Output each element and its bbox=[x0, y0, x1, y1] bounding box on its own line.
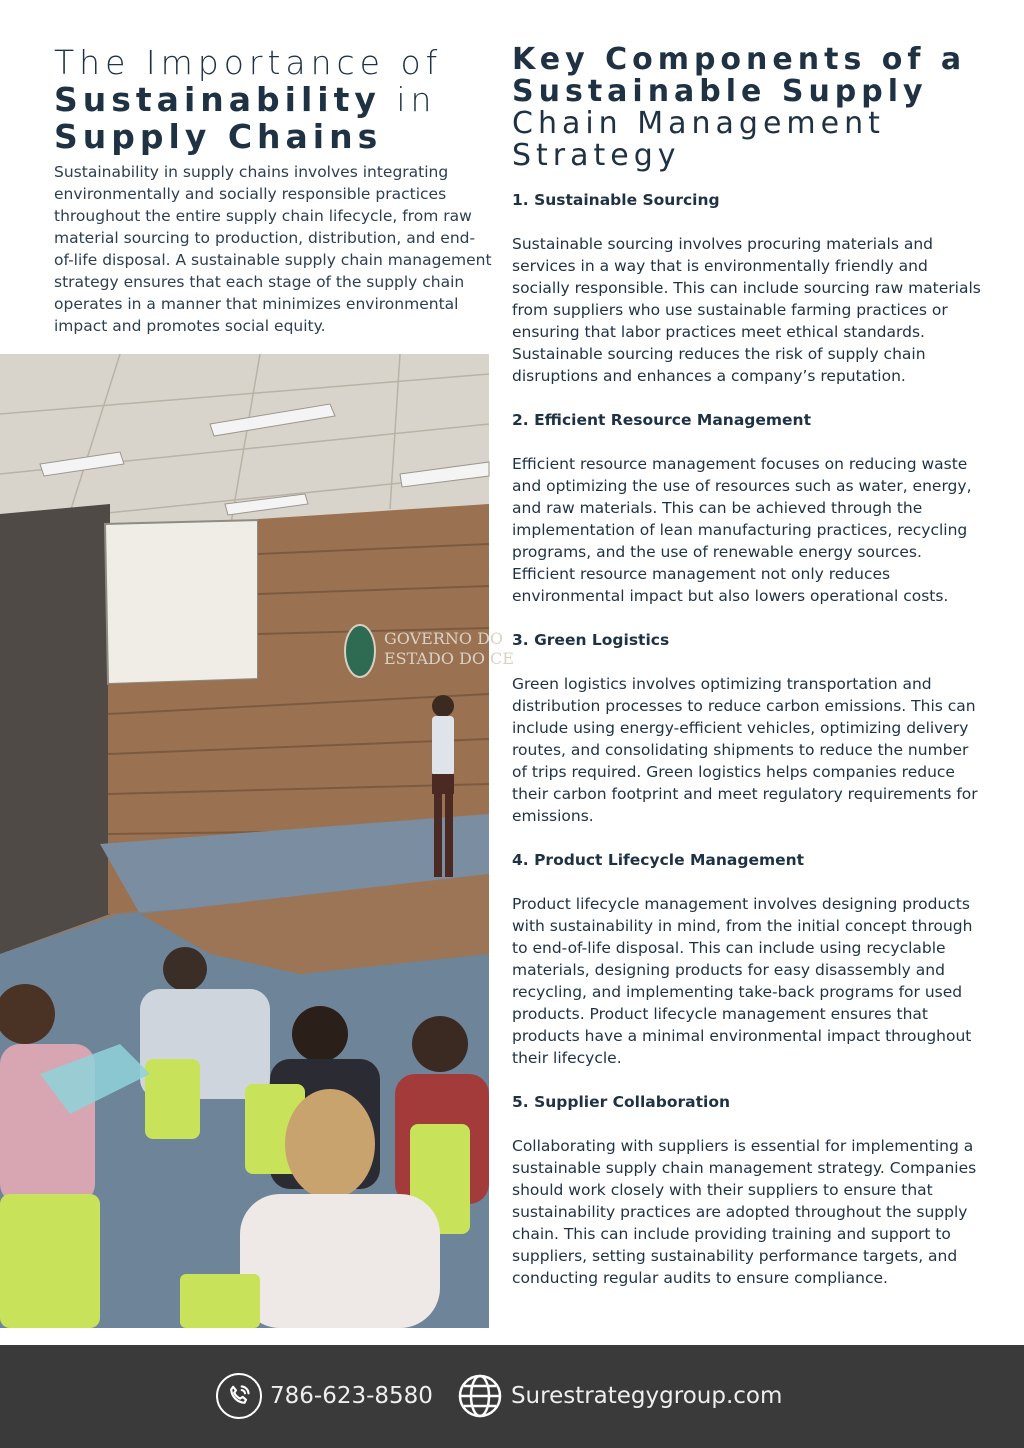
section-body: Product lifecycle management involves designing products with sustainability in mind, from the initial concept through to end-of-life disposal. This can include using recyclable materials, designing products for easy disassembly and recycling, and implementing take-back programs for used products. Product lifecycle management ensures that products have a minimal environmental impact throughout their lifecycle. bbox=[512, 895, 973, 1067]
right-title-line-2: Sustainable Supply bbox=[512, 74, 928, 109]
left-title-line-1: The Importance of bbox=[54, 43, 443, 82]
sign-text-line-2: ESTADO DO CE bbox=[384, 649, 514, 668]
phone-icon bbox=[216, 1373, 262, 1419]
sign-text-line-1: GOVERNO DO bbox=[384, 629, 504, 648]
section-body: Efficient resource management focuses on reducing waste and optimizing the use of resources such as water, energy, and raw materials. This can be achieved through the implementation of lean manufacturing practices, recycling programs, and the use of renewable energy sources. Efficient resource management not only reduces environmental impact but also lowers operational costs. bbox=[512, 455, 972, 605]
left-title-line-2-light: in bbox=[380, 80, 437, 119]
section-body: Sustainable sourcing involves procuring materials and services in a way that is environmentally friendly and socially responsible. This can include sourcing raw materials from suppliers who use sustainable farming practices or ensuring that labor practices meet ethical standards. Sustainable sourcing reduces the risk of supply chain disruptions and enhances a company’s reputation. bbox=[512, 235, 981, 385]
right-page-title bbox=[512, 44, 1002, 172]
left-page-title bbox=[54, 44, 494, 155]
section-sustainable-sourcing bbox=[512, 189, 982, 387]
phone-number-link[interactable]: 786-623-8580 bbox=[270, 1383, 433, 1409]
section-body: Collaborating with suppliers is essential for implementing a sustainable supply chain management strategy. Companies should work closely with their suppliers to ensure that sustainability practices are adopted throughout the supply chain. This can include providing training and support to suppliers, setting sustainability performance targets, and conducting regular audits to ensure compliance. bbox=[512, 1137, 977, 1287]
left-intro-paragraph: Sustainability in supply chains involves integrating environmentally and socially responsible practices throughout the entire supply chain lifecycle, from raw material sourcing to production, distribution, and end-of-life disposal. A sustainable supply chain management strategy ensures that each stage of the supply chain operates in a manner that minimizes environmental impact and promotes social equity. bbox=[54, 163, 492, 335]
left-title-line-3: Supply Chains bbox=[54, 117, 383, 156]
section-green-logistics bbox=[512, 629, 982, 827]
footer-bar bbox=[0, 1345, 1024, 1448]
section-body: Green logistics involves optimizing transportation and distribution processes to reduce carbon emissions. This can include using energy-efficient vehicles, optimizing delivery routes, and consolidating shipments to reduce the number of trips required. Green logistics helps companies reduce their carbon footprint and meet regulatory requirements for emissions. bbox=[512, 675, 978, 825]
seminar-photo bbox=[0, 354, 514, 1328]
section-heading: 3. Green Logistics bbox=[512, 631, 670, 649]
section-efficient-resource-management bbox=[512, 409, 982, 607]
left-title-line-2 bbox=[54, 81, 494, 118]
components-list bbox=[512, 189, 982, 1311]
right-title-line-3: Chain Management bbox=[512, 106, 885, 141]
section-supplier-collaboration bbox=[512, 1091, 982, 1289]
footer-contact bbox=[216, 1373, 782, 1419]
globe-icon bbox=[457, 1373, 503, 1419]
section-product-lifecycle-management bbox=[512, 849, 982, 1069]
right-title-line-4: Strategy bbox=[512, 138, 681, 173]
section-heading: 1. Sustainable Sourcing bbox=[512, 191, 720, 209]
right-title-line-1: Key Components of a bbox=[512, 42, 967, 77]
section-heading: 4. Product Lifecycle Management bbox=[512, 851, 805, 869]
section-heading: 2. Efficient Resource Management bbox=[512, 411, 811, 429]
website-link[interactable]: Surestrategygroup.com bbox=[510, 1383, 783, 1409]
section-heading: 5. Supplier Collaboration bbox=[512, 1093, 730, 1111]
left-title-line-2-bold: Sustainability bbox=[54, 80, 381, 119]
